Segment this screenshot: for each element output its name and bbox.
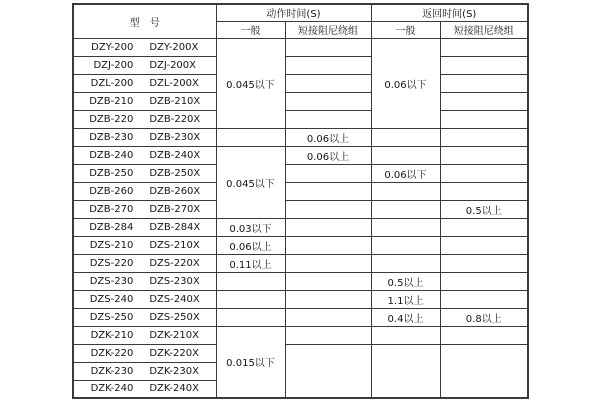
return-general-cell bbox=[371, 344, 440, 398]
model-name: DZK-210 bbox=[90, 329, 134, 341]
action-general-cell bbox=[216, 128, 285, 146]
model-cell bbox=[73, 110, 216, 128]
model-name: DZS-240 bbox=[89, 293, 134, 305]
model-name-x: DZK-210X bbox=[149, 329, 199, 341]
action-damping-cell bbox=[285, 272, 371, 290]
model-cell bbox=[73, 272, 216, 290]
model-cell bbox=[73, 254, 216, 272]
table-row bbox=[73, 74, 528, 92]
model-name: DZJ-200 bbox=[93, 59, 134, 71]
return-damping-cell bbox=[440, 272, 528, 290]
model-name-x: DZS-230X bbox=[149, 275, 200, 287]
return-damping-cell bbox=[440, 146, 528, 164]
return-general-cell: 0.5以上 bbox=[371, 272, 440, 290]
model-name-x: DZS-210X bbox=[149, 239, 200, 251]
return-damping-cell bbox=[440, 92, 528, 110]
action-general-header: 一般 bbox=[216, 21, 285, 38]
return-damping-cell bbox=[440, 38, 528, 56]
model-cell bbox=[73, 380, 216, 398]
model-name-x: DZB-260X bbox=[149, 185, 201, 197]
model-name-x: DZS-240X bbox=[149, 293, 200, 305]
table-row bbox=[73, 272, 528, 290]
model-name-x: DZB-230X bbox=[149, 131, 201, 143]
return-damping-cell bbox=[440, 236, 528, 254]
model-name-x: DZB-250X bbox=[149, 167, 201, 179]
action-general-cell: 0.03以下 bbox=[216, 218, 285, 236]
return-general-cell bbox=[371, 200, 440, 218]
action-damping-cell: 0.06以上 bbox=[285, 146, 371, 164]
return-damping-cell bbox=[440, 56, 528, 74]
action-general-cell: 0.015以下 bbox=[216, 326, 285, 398]
return-damping-cell bbox=[440, 128, 528, 146]
model-cell bbox=[73, 74, 216, 92]
model-name-x: DZB-270X bbox=[149, 203, 201, 215]
model-name: DZK-240 bbox=[90, 383, 134, 395]
model-name-x: DZK-240X bbox=[149, 383, 199, 395]
action-damping-cell bbox=[285, 326, 371, 344]
return-general-cell bbox=[371, 182, 440, 200]
action-damping-cell bbox=[285, 38, 371, 56]
action-general-cell: 0.06以上 bbox=[216, 236, 285, 254]
model-cell bbox=[73, 326, 216, 344]
return-time-header: 返回时间(S) bbox=[371, 4, 528, 21]
action-general-cell: 0.045以下 bbox=[216, 38, 285, 128]
model-cell bbox=[73, 218, 216, 236]
return-damping-cell bbox=[440, 326, 528, 344]
model-name: DZB-270 bbox=[89, 203, 134, 215]
model-name-x: DZB-220X bbox=[149, 113, 201, 125]
model-cell bbox=[73, 308, 216, 326]
return-damping-cell bbox=[440, 164, 528, 182]
table-row bbox=[73, 92, 528, 110]
return-damping-cell bbox=[440, 290, 528, 308]
table-row bbox=[73, 254, 528, 272]
action-damping-cell bbox=[285, 254, 371, 272]
action-damping-cell bbox=[285, 344, 371, 398]
action-damping-cell bbox=[285, 56, 371, 74]
return-damping-cell: 0.5以上 bbox=[440, 200, 528, 218]
action-damping-cell bbox=[285, 218, 371, 236]
return-general-cell bbox=[371, 128, 440, 146]
model-name-x: DZK-220X bbox=[149, 347, 199, 359]
table-row bbox=[73, 38, 528, 56]
action-damping-cell: 0.06以上 bbox=[285, 128, 371, 146]
model-name: DZK-220 bbox=[90, 347, 134, 359]
model-cell bbox=[73, 290, 216, 308]
return-damping-cell bbox=[440, 254, 528, 272]
model-name: DZB-220 bbox=[89, 113, 134, 125]
return-general-cell: 0.06以下 bbox=[371, 164, 440, 182]
relay-timing-table bbox=[72, 3, 529, 399]
model-name-x: DZB-240X bbox=[149, 149, 201, 161]
model-cell bbox=[73, 56, 216, 74]
model-cell bbox=[73, 92, 216, 110]
model-name: DZB-284 bbox=[89, 221, 134, 233]
action-damping-cell bbox=[285, 92, 371, 110]
model-cell bbox=[73, 344, 216, 362]
model-name: DZS-220 bbox=[89, 257, 134, 269]
action-general-cell: 0.045以下 bbox=[216, 146, 285, 218]
model-name-x: DZB-210X bbox=[149, 95, 201, 107]
action-general-cell bbox=[216, 290, 285, 308]
model-name: DZB-240 bbox=[89, 149, 134, 161]
model-cell bbox=[73, 200, 216, 218]
model-name-x: DZJ-200X bbox=[149, 59, 197, 71]
model-header: 型 号 bbox=[73, 4, 216, 38]
model-name: DZS-210 bbox=[89, 239, 134, 251]
model-name: DZB-260 bbox=[89, 185, 134, 197]
return-general-header: 一般 bbox=[371, 21, 440, 38]
table-row bbox=[73, 56, 528, 74]
return-damping-cell bbox=[440, 218, 528, 236]
return-general-cell bbox=[371, 218, 440, 236]
action-damping-cell bbox=[285, 164, 371, 182]
return-general-cell: 0.4以上 bbox=[371, 308, 440, 326]
return-general-cell bbox=[371, 254, 440, 272]
action-general-cell: 0.11以上 bbox=[216, 254, 285, 272]
model-cell bbox=[73, 146, 216, 164]
model-name: DZK-230 bbox=[90, 365, 134, 377]
model-name: DZS-250 bbox=[89, 311, 134, 323]
action-general-cell bbox=[216, 272, 285, 290]
action-damping-cell bbox=[285, 110, 371, 128]
model-name-x: DZS-220X bbox=[149, 257, 200, 269]
model-name: DZL-200 bbox=[90, 77, 134, 89]
model-name: DZS-230 bbox=[89, 275, 134, 287]
model-cell bbox=[73, 236, 216, 254]
model-name: DZB-250 bbox=[89, 167, 134, 179]
model-cell bbox=[73, 362, 216, 380]
return-general-cell bbox=[371, 146, 440, 164]
table-row bbox=[73, 182, 528, 200]
table-row bbox=[73, 164, 528, 182]
table-row bbox=[73, 128, 528, 146]
return-damping-cell: 0.8以上 bbox=[440, 308, 528, 326]
table-row bbox=[73, 146, 528, 164]
model-name-x: DZB-284X bbox=[149, 221, 201, 233]
model-name-x: DZS-250X bbox=[149, 311, 200, 323]
table-row bbox=[73, 236, 528, 254]
action-damping-cell bbox=[285, 200, 371, 218]
model-cell bbox=[73, 182, 216, 200]
model-cell bbox=[73, 164, 216, 182]
model-name-x: DZK-230X bbox=[149, 365, 199, 377]
action-damping-cell bbox=[285, 236, 371, 254]
return-general-cell bbox=[371, 326, 440, 344]
action-damping-cell bbox=[285, 290, 371, 308]
action-time-header: 动作时间(S) bbox=[216, 4, 371, 21]
model-cell bbox=[73, 38, 216, 56]
model-name-x: DZL-200X bbox=[149, 77, 199, 89]
return-general-cell bbox=[371, 236, 440, 254]
table-row bbox=[73, 290, 528, 308]
table-row bbox=[73, 308, 528, 326]
return-damping-header: 短接阻尼绕组 bbox=[440, 21, 528, 38]
model-name: DZY-200 bbox=[91, 41, 134, 53]
model-cell bbox=[73, 128, 216, 146]
return-general-cell: 1.1以上 bbox=[371, 290, 440, 308]
return-damping-cell bbox=[440, 182, 528, 200]
return-damping-cell bbox=[440, 74, 528, 92]
return-damping-cell bbox=[440, 344, 528, 398]
action-general-cell bbox=[216, 308, 285, 326]
model-name-x: DZY-200X bbox=[149, 41, 199, 53]
table-row bbox=[73, 344, 528, 362]
action-damping-cell bbox=[285, 74, 371, 92]
return-damping-cell bbox=[440, 110, 528, 128]
action-damping-cell bbox=[285, 308, 371, 326]
table-row bbox=[73, 200, 528, 218]
header-row-1 bbox=[73, 4, 528, 21]
model-name: DZB-210 bbox=[89, 95, 134, 107]
table-row bbox=[73, 218, 528, 236]
action-damping-header: 短接阻尼绕组 bbox=[285, 21, 371, 38]
table-row bbox=[73, 326, 528, 344]
table-row bbox=[73, 110, 528, 128]
action-damping-cell bbox=[285, 182, 371, 200]
return-general-cell: 0.06以下 bbox=[371, 38, 440, 128]
model-name: DZB-230 bbox=[89, 131, 134, 143]
